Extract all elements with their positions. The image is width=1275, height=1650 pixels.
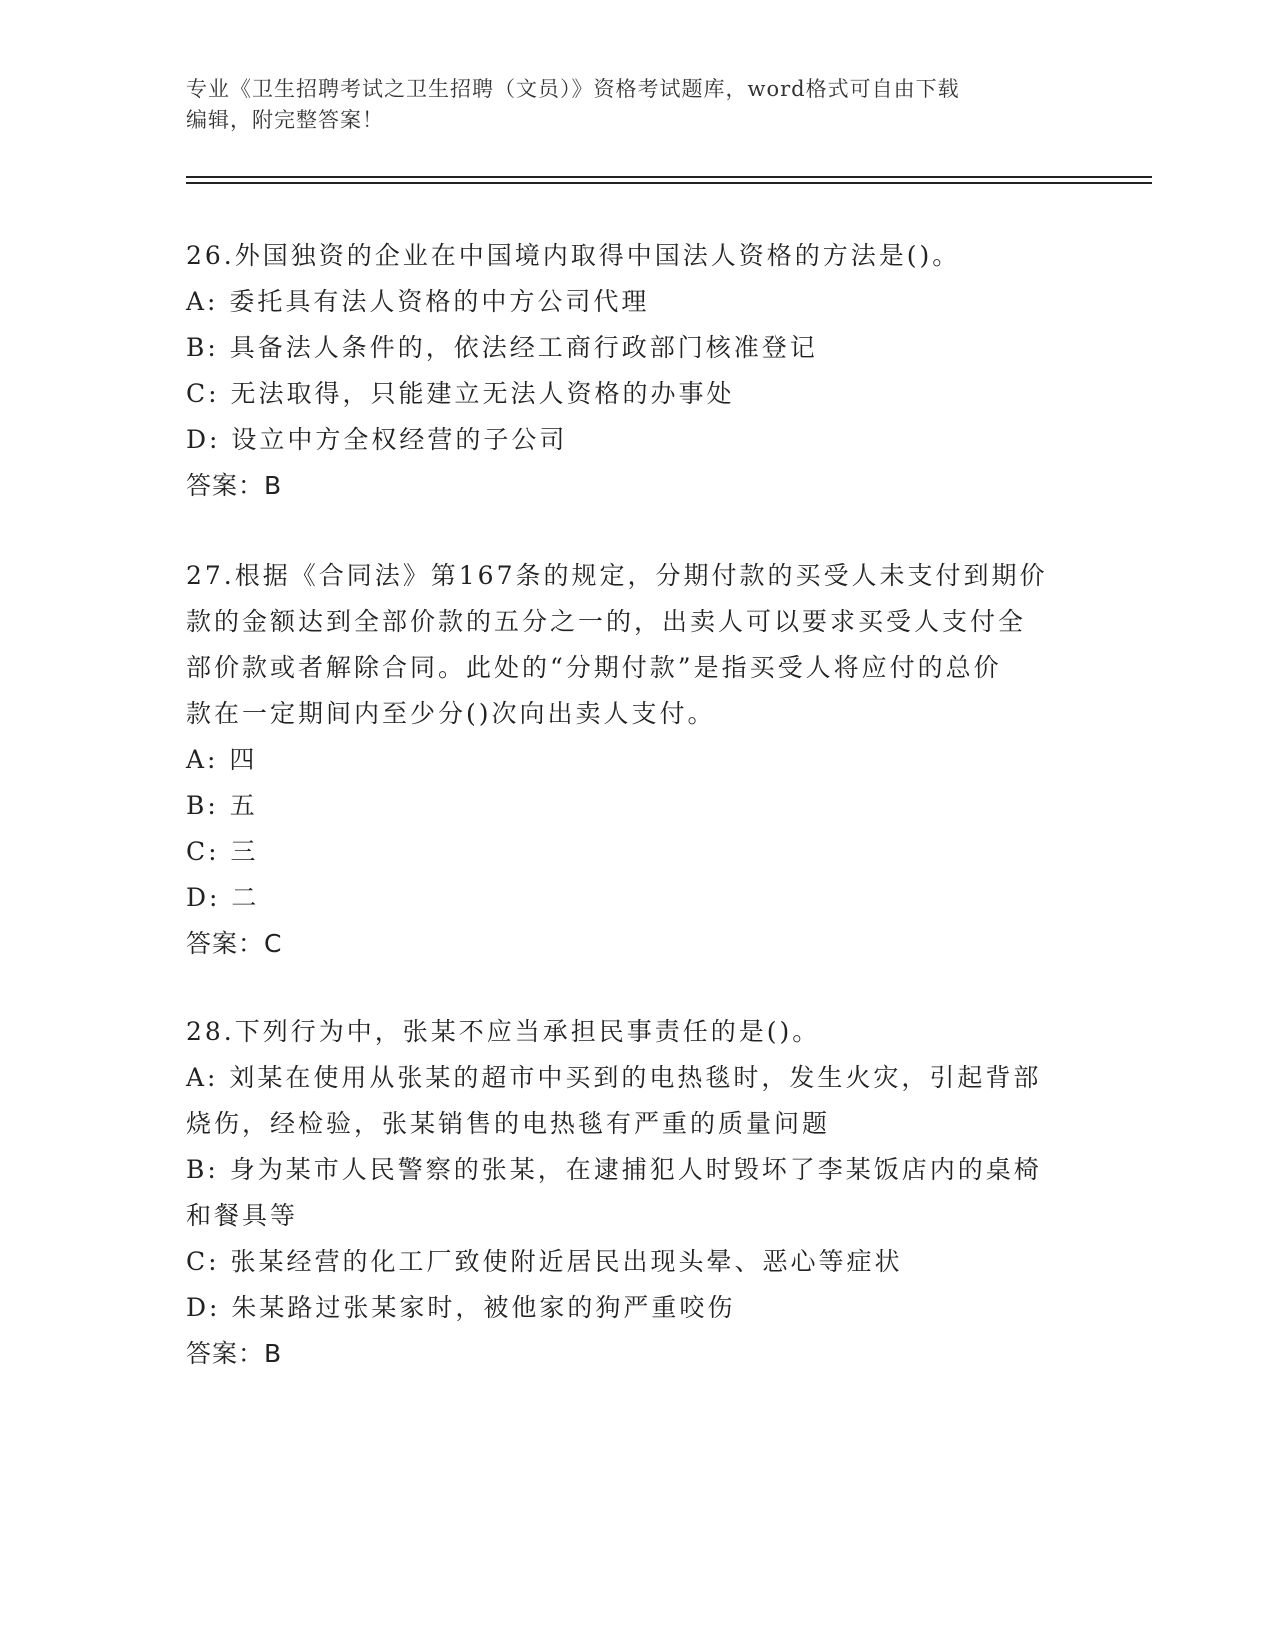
- option-a: A: 委托具有法人资格的中方公司代理: [186, 287, 650, 316]
- option-b-line-1: B: 身为某市人民警察的张某，在逮捕犯人时毁坏了李某饭店内的桌椅: [186, 1155, 1042, 1184]
- option-b-line-2: 和餐具等: [186, 1201, 299, 1230]
- question-stem-line-3: 部价款或者解除合同。此处的“分期付款”是指买受人将应付的总价: [186, 653, 1002, 682]
- option-c: C: 三: [186, 837, 259, 866]
- question-26: [186, 233, 1086, 509]
- option-b: B: 五: [186, 791, 258, 820]
- answer-line: 答案：B: [186, 1339, 283, 1368]
- question-stem-line-4: 款在一定期间内至少分()次向出卖人支付。: [186, 699, 716, 728]
- option-a: A: 四: [186, 745, 258, 774]
- answer-line: 答案：B: [186, 471, 283, 500]
- option-d: D: 朱某路过张某家时，被他家的狗严重咬伤: [186, 1293, 736, 1322]
- header-divider-bottom: [186, 182, 1152, 184]
- question-stem: 28.下列行为中，张某不应当承担民事责任的是()。: [186, 1017, 821, 1046]
- question-stem-line-1: 27.根据《合同法》第167条的规定，分期付款的买受人未支付到期价: [186, 561, 1048, 590]
- question-stem-line-2: 款的金额达到全部价款的五分之一的，出卖人可以要求买受人支付全: [186, 607, 1027, 636]
- header-line-1: 专业《卫生招聘考试之卫生招聘（文员）》资格考试题库，word格式可自由下载: [186, 77, 960, 101]
- header-divider-top: [186, 176, 1152, 178]
- question-28: [186, 1009, 1086, 1377]
- option-c: C: 无法取得，只能建立无法人资格的办事处: [186, 379, 735, 408]
- document-header: [186, 74, 1086, 136]
- question-stem: 26.外国独资的企业在中国境内取得中国法人资格的方法是()。: [186, 241, 961, 270]
- option-a-line-2: 烧伤，经检验，张某销售的电热毯有严重的质量问题: [186, 1109, 831, 1138]
- option-b: B: 具备法人条件的，依法经工商行政部门核准登记: [186, 333, 818, 362]
- option-c: C: 张某经营的化工厂致使附近居民出现头晕、恶心等症状: [186, 1247, 903, 1276]
- answer-line: 答案：C: [186, 929, 283, 958]
- header-line-2: 编辑，附完整答案！: [186, 108, 384, 132]
- option-d: D: 设立中方全权经营的子公司: [186, 425, 568, 454]
- option-a-line-1: A: 刘某在使用从张某的超市中买到的电热毯时，发生火灾，引起背部: [186, 1063, 1042, 1092]
- question-27: [186, 553, 1086, 967]
- option-d: D: 二: [186, 883, 260, 912]
